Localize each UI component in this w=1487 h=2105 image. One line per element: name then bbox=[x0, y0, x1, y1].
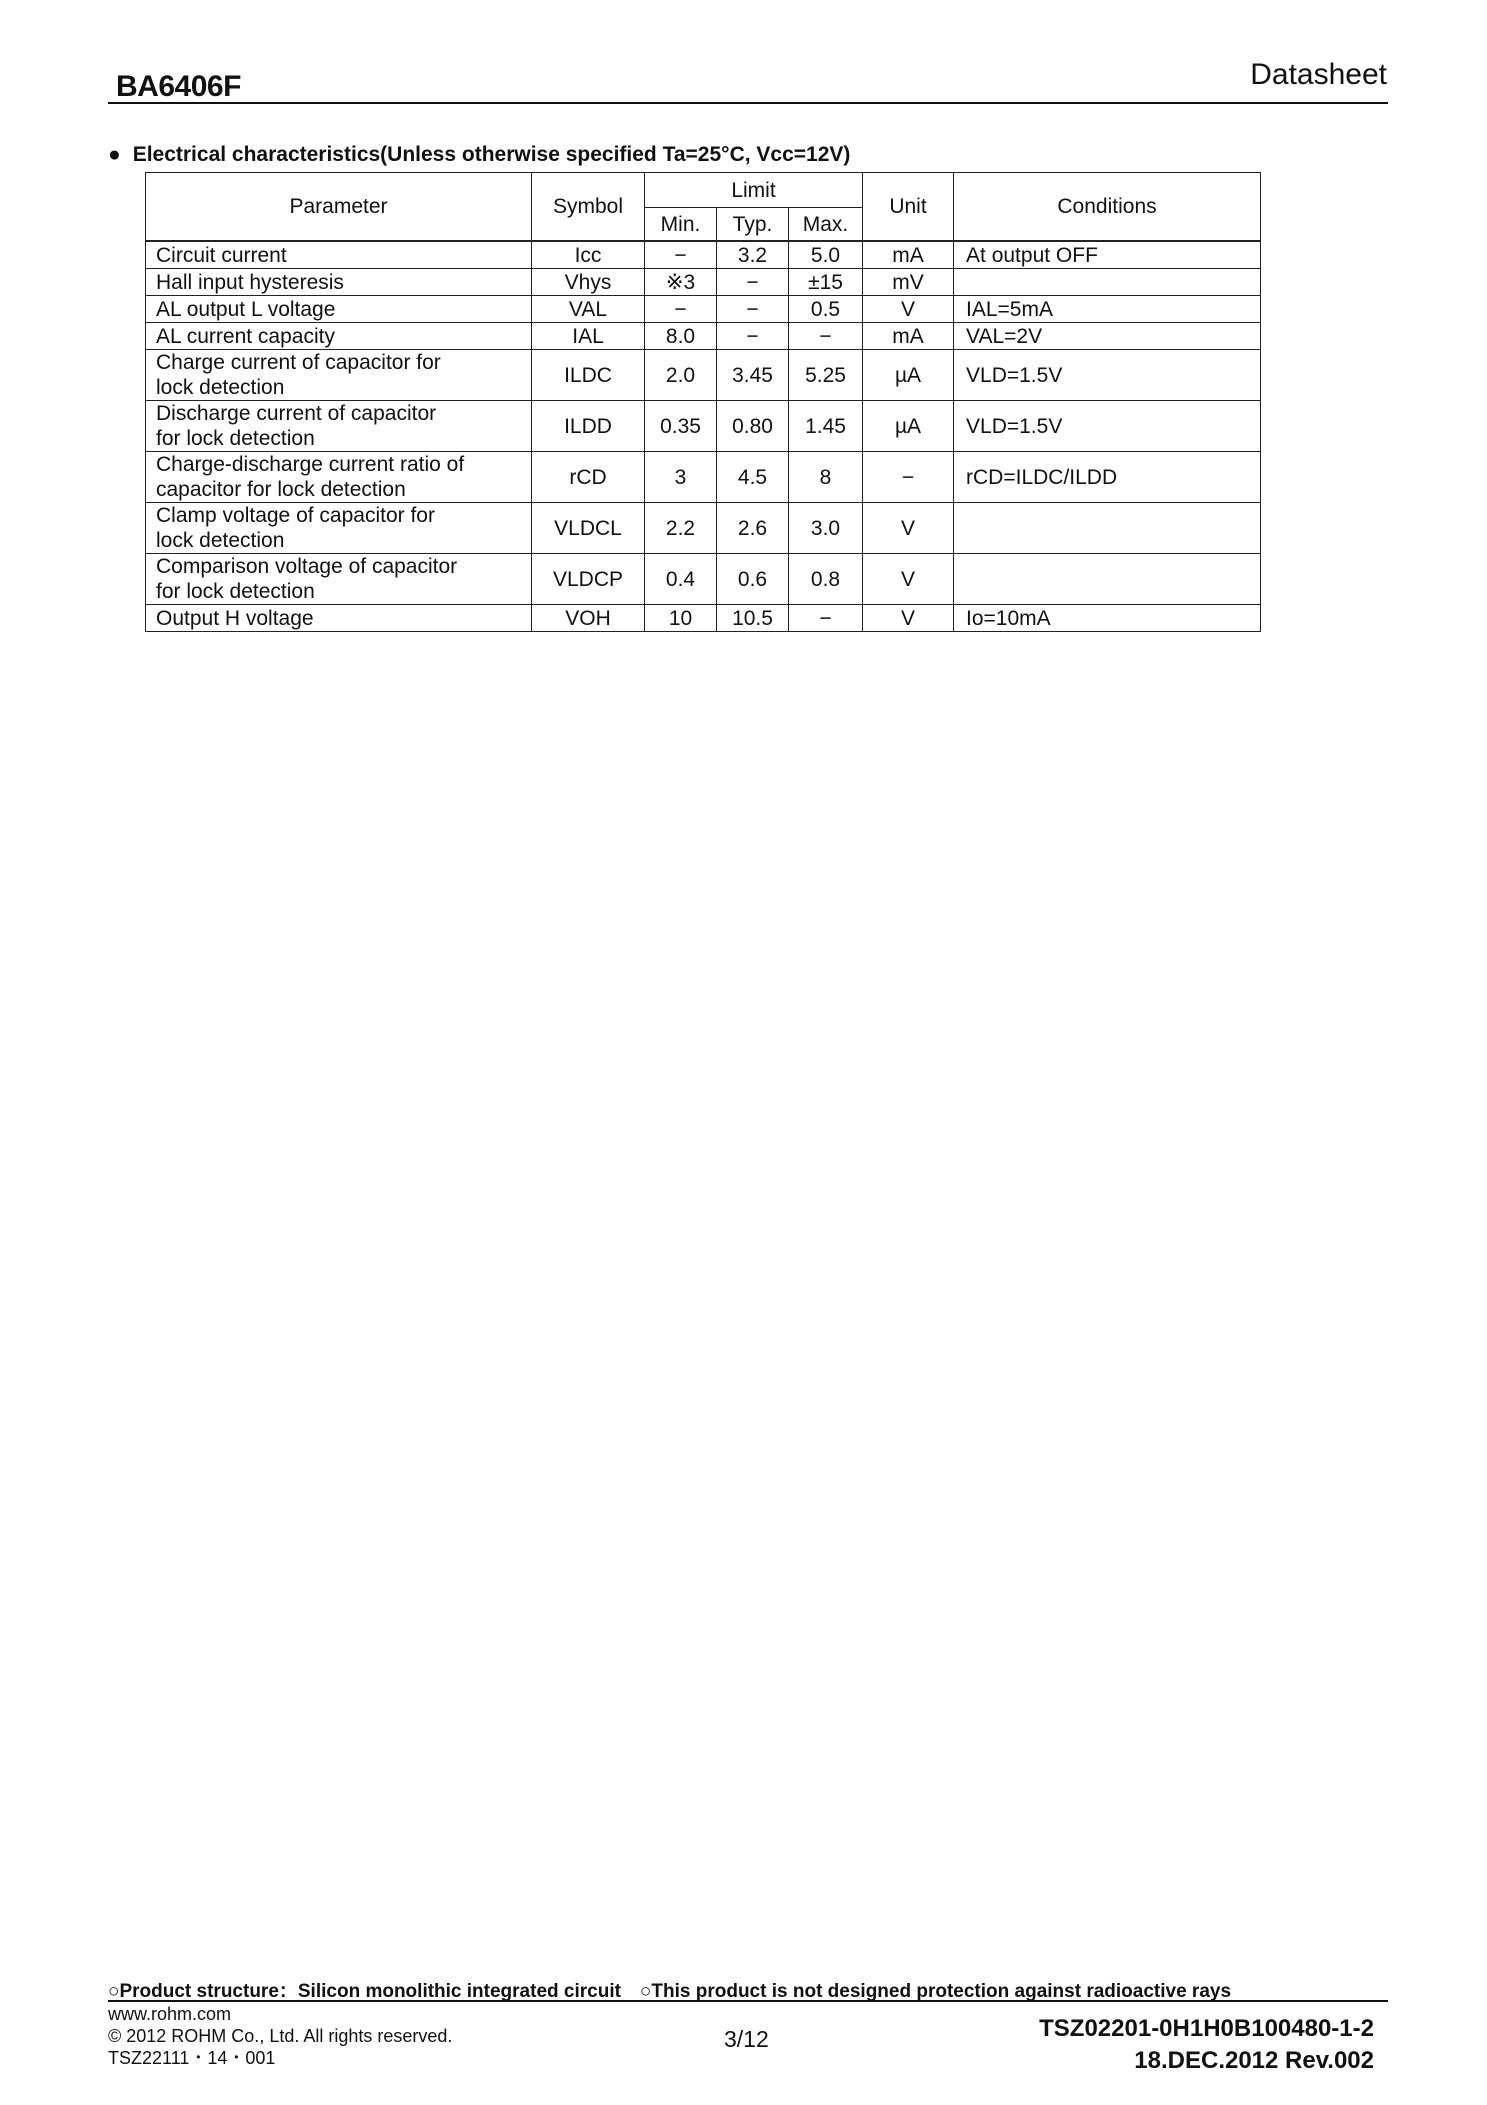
table-row bbox=[146, 401, 1261, 452]
max-cell: 1.45 bbox=[789, 401, 863, 452]
param-cell: Output H voltage bbox=[146, 605, 532, 632]
min-cell: 0.4 bbox=[645, 554, 717, 605]
copyright-text: © 2012 ROHM Co., Ltd. All rights reserved. bbox=[108, 2026, 453, 2046]
conditions-cell: VLD=1.5V bbox=[954, 401, 1261, 452]
symbol-cell: VLDCP bbox=[532, 554, 645, 605]
conditions-cell bbox=[954, 554, 1261, 605]
typ-cell: − bbox=[717, 323, 789, 350]
max-cell: − bbox=[789, 605, 863, 632]
section-title-text: Electrical characteristics(Unless otherwise specified Ta=25°C, Vcc=12V) bbox=[132, 143, 851, 166]
typ-cell: 3.45 bbox=[717, 350, 789, 401]
table-row bbox=[146, 452, 1261, 503]
typ-cell: 4.5 bbox=[717, 452, 789, 503]
section-heading bbox=[108, 143, 850, 167]
header-min: Min. bbox=[645, 208, 717, 242]
typ-cell: 10.5 bbox=[717, 605, 789, 632]
typ-cell: − bbox=[717, 269, 789, 296]
doc-type-label: Datasheet bbox=[1250, 58, 1387, 91]
unit-cell: − bbox=[863, 452, 954, 503]
symbol-cell: VAL bbox=[532, 296, 645, 323]
header-symbol: Symbol bbox=[532, 173, 645, 242]
param-cell: Circuit current bbox=[146, 241, 532, 269]
header-typ: Typ. bbox=[717, 208, 789, 242]
max-cell: 8 bbox=[789, 452, 863, 503]
max-cell: 5.0 bbox=[789, 241, 863, 269]
table-row bbox=[146, 350, 1261, 401]
header-conditions: Conditions bbox=[954, 173, 1261, 242]
table-row bbox=[146, 296, 1261, 323]
min-cell: 10 bbox=[645, 605, 717, 632]
date-revision: 18.DEC.2012 Rev.002 bbox=[1134, 2047, 1374, 2074]
document-code: TSZ02201-0H1H0B100480-1-2 bbox=[1039, 2015, 1374, 2042]
part-number: BA6406F bbox=[116, 70, 241, 103]
conditions-cell: At output OFF bbox=[954, 241, 1261, 269]
conditions-cell: IAL=5mA bbox=[954, 296, 1261, 323]
symbol-cell: Icc bbox=[532, 241, 645, 269]
param-cell: Charge-discharge current ratio of capacitor for lock detection bbox=[146, 452, 532, 503]
conditions-cell bbox=[954, 503, 1261, 554]
max-cell: 5.25 bbox=[789, 350, 863, 401]
typ-cell: 3.2 bbox=[717, 241, 789, 269]
conditions-cell: Io=10mA bbox=[954, 605, 1261, 632]
electrical-characteristics-table bbox=[145, 172, 1261, 632]
min-cell: 3 bbox=[645, 452, 717, 503]
page-number: 3/12 bbox=[724, 2026, 769, 2052]
min-cell: − bbox=[645, 241, 717, 269]
header-divider bbox=[108, 102, 1388, 104]
header-max: Max. bbox=[789, 208, 863, 242]
table-row bbox=[146, 554, 1261, 605]
table-row bbox=[146, 241, 1261, 269]
table-row bbox=[146, 323, 1261, 350]
conditions-cell: VLD=1.5V bbox=[954, 350, 1261, 401]
param-cell: AL current capacity bbox=[146, 323, 532, 350]
symbol-cell: Vhys bbox=[532, 269, 645, 296]
max-cell: 0.8 bbox=[789, 554, 863, 605]
table-row bbox=[146, 605, 1261, 632]
header-limit: Limit bbox=[645, 173, 863, 208]
unit-cell: V bbox=[863, 605, 954, 632]
table-row bbox=[146, 503, 1261, 554]
header-unit: Unit bbox=[863, 173, 954, 242]
symbol-cell: VLDCL bbox=[532, 503, 645, 554]
param-cell: AL output L voltage bbox=[146, 296, 532, 323]
min-cell: ※3 bbox=[645, 269, 717, 296]
unit-cell: µA bbox=[863, 401, 954, 452]
typ-cell: 0.6 bbox=[717, 554, 789, 605]
symbol-cell: IAL bbox=[532, 323, 645, 350]
max-cell: − bbox=[789, 323, 863, 350]
table-row bbox=[146, 269, 1261, 296]
product-structure-note: ○Product structure：Silicon monolithic integrated circuit ○This product is not designed protection against radioactive rays bbox=[108, 1981, 1232, 2002]
unit-cell: V bbox=[863, 503, 954, 554]
max-cell: ±15 bbox=[789, 269, 863, 296]
min-cell: 2.0 bbox=[645, 350, 717, 401]
param-cell: Charge current of capacitor for lock detection bbox=[146, 350, 532, 401]
param-cell: Discharge current of capacitor for lock detection bbox=[146, 401, 532, 452]
website-link[interactable]: www.rohm.com bbox=[108, 2004, 232, 2024]
conditions-cell: VAL=2V bbox=[954, 323, 1261, 350]
unit-cell: mV bbox=[863, 269, 954, 296]
max-cell: 3.0 bbox=[789, 503, 863, 554]
min-cell: 8.0 bbox=[645, 323, 717, 350]
symbol-cell: ILDD bbox=[532, 401, 645, 452]
symbol-cell: rCD bbox=[532, 452, 645, 503]
unit-cell: mA bbox=[863, 241, 954, 269]
footer-divider bbox=[108, 2000, 1388, 2002]
param-cell: Clamp voltage of capacitor for lock detection bbox=[146, 503, 532, 554]
conditions-cell: rCD=ILDC/ILDD bbox=[954, 452, 1261, 503]
symbol-cell: ILDC bbox=[532, 350, 645, 401]
conditions-cell bbox=[954, 269, 1261, 296]
unit-cell: mA bbox=[863, 323, 954, 350]
min-cell: 2.2 bbox=[645, 503, 717, 554]
max-cell: 0.5 bbox=[789, 296, 863, 323]
form-code: TSZ22111・14・001 bbox=[108, 2048, 276, 2068]
bullet-icon: ● bbox=[108, 143, 121, 166]
footer-right-block bbox=[1039, 2013, 1374, 2077]
unit-cell: V bbox=[863, 296, 954, 323]
header-parameter: Parameter bbox=[146, 173, 532, 242]
symbol-cell: VOH bbox=[532, 605, 645, 632]
footer-left-block bbox=[108, 2003, 452, 2069]
min-cell: 0.35 bbox=[645, 401, 717, 452]
typ-cell: 2.6 bbox=[717, 503, 789, 554]
typ-cell: 0.80 bbox=[717, 401, 789, 452]
unit-cell: µA bbox=[863, 350, 954, 401]
param-cell: Comparison voltage of capacitor for lock detection bbox=[146, 554, 532, 605]
min-cell: − bbox=[645, 296, 717, 323]
unit-cell: V bbox=[863, 554, 954, 605]
typ-cell: − bbox=[717, 296, 789, 323]
param-cell: Hall input hysteresis bbox=[146, 269, 532, 296]
